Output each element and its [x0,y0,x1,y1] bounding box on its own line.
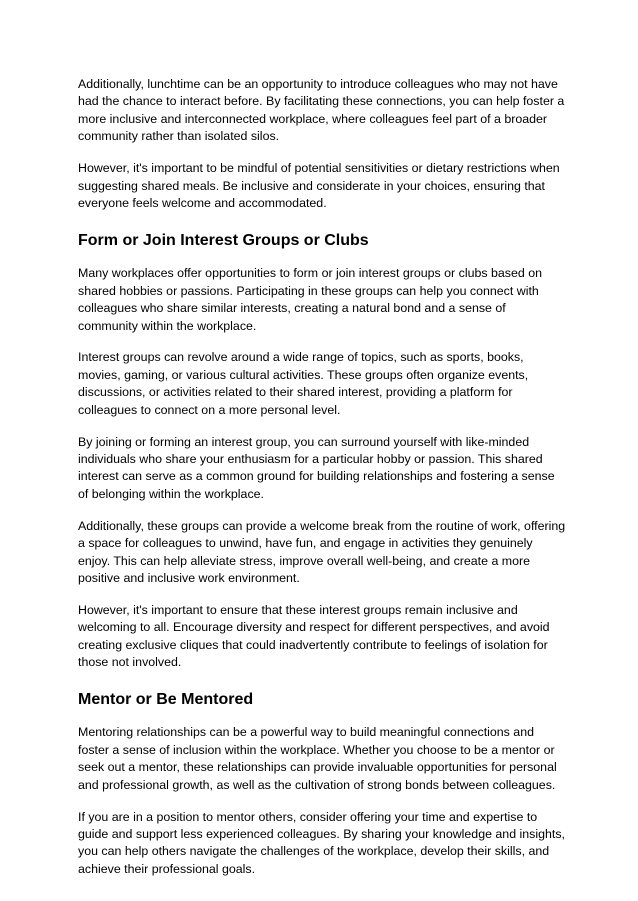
paragraph: Mentoring relationships can be a powerful way to build meaningful connections and foster a sense of inclusion within the workplace. Whether you choose to be a mentor or seek out a mentor, these relationships can provide invaluable opportunities for personal and professional growth, as well as the cultivation of strong bonds between colleagues. [78,725,557,792]
paragraph: However, it's important to ensure that these interest groups remain inclusive and welcoming to all. Encourage diversity and respect for different perspectives, and avoid creating exclusive cliques that could inadvertently contribute to feelings of isolation for those not involved. [78,602,550,670]
paragraph: Many workplaces offer opportunities to form or join interest groups or clubs based on shared hobbies or passions. Participating in these groups can help you connect with colleagues who share similar interests, creating a natural bond and a sense of community within the workplace. [78,266,542,333]
paragraph: If you are in a position to mentor others, consider offering your time and expertise to guide and support less experienced colleagues. By sharing your knowledge and insights, you can help others navigate the challenges of the workplace, develop their skills, and achieve their professional goals. [78,809,565,876]
paragraph: By joining or forming an interest group, you can surround yourself with like-minded individuals who share your enthusiasm for a particular hobby or passion. This shared interest can serve as a common ground for building relationships and fostering a sense of belonging within the workplace. [78,434,555,501]
section-heading: Form or Join Interest Groups or Clubs [78,232,369,250]
paragraph: Additionally, these groups can provide a welcome break from the routine of work, offering a space for colleagues to unwind, have fun, and engage in activities they genuinely enjoy. This can help alleviate stress, improve overall well-being, and create a more positive and inclusive work environment. [78,518,566,585]
paragraph: Additionally, lunchtime can be an opportunity to introduce colleagues who may not have had the chance to interact before. By facilitating these connections, you can help foster a more inclusive and interconnected workplace, where colleagues feel part of a broader community rather than isolated silos. [78,77,565,144]
paragraph: Interest groups can revolve around a wide range of topics, such as sports, books, movies, gaming, or various cultural activities. These groups often organize events, discussions, or activities related to their shared interest, providing a platform for colleagues to connect on a more personal level. [78,350,529,417]
section-heading: Mentor or Be Mentored [78,691,254,709]
paragraph: However, it's important to be mindful of potential sensitivities or dietary restrictions when suggesting shared meals. Be inclusive and considerate in your choices, ensuring that everyone feels welcome and accommodated. [78,161,560,210]
